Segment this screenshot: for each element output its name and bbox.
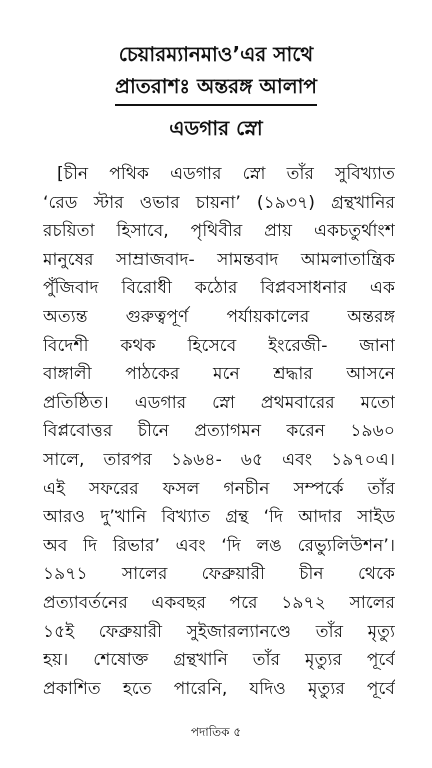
body-line: রচয়িতা হিসাবে, পৃথিবীর প্রায় একচতুর্থাংশ [43,221,395,242]
body-line: ‘রেড স্টার ওভার চায়না’ (১৯৩৭) গ্রন্থখানির [43,192,395,213]
body-line: প্রকাশিত হতে পারেনি, যদিও মৃত্যুর পূর্বে [43,678,395,699]
article-title-line-2: প্রাতরাশঃ অন্তরঙ্গ আলাপ [115,70,317,106]
body-line: ১৫ই ফেব্রুয়ারী সুইজারল্যানণ্ডে তাঁর মৃত্যু [43,621,395,642]
body-line: ১৯৭১ সালের ফেব্রুয়ারী চীন থেকে [43,564,395,585]
body-line: হয়। শেষোক্ত গ্রন্থখানি তাঁর মৃত্যুর পূর্বে [43,650,395,671]
body-line: প্রতিষ্ঠিত। এডগার স্নো প্রথমবারের মতো [43,392,395,413]
article-author: এডগার স্নো [169,116,263,140]
article-header [0,38,432,144]
page-number-label: পদাতিক ৫ [190,725,242,739]
article-title-line-1: চেয়ারম্যানমাও’এর সাথে [118,42,314,66]
body-line: বাঙ্গালী পাঠকের মনে শ্রদ্ধার আসনে [43,364,395,385]
body-line: পুঁজিবাদ বিরোধী কঠোর বিপ্লবসাধনার এক [43,278,395,299]
body-line: অত্যন্ত গুরুত্বপূর্ণ পর্যায়কালের অন্তরঙ্গ [43,306,395,327]
body-line: বিদেশী কথক হিসেবে ইংরেজী- জানা [43,335,395,356]
article-body [43,160,395,703]
body-line: সালে, তারপর ১৯৬৪- ৬৫ এবং ১৯৭০এ। [43,449,395,470]
body-line: [চীন পথিক এডগার স্নো তাঁর সুবিখ্যাত [57,164,395,184]
body-line: এই সফরের ফসল গনচীন সম্পর্কে তাঁর [43,478,395,499]
article-title-line-2-wrapper [0,70,432,106]
page-footer [0,724,432,740]
body-line: আরও দু’খানি বিখ্যাত গ্রন্থ ‘দি আদার সাইড [43,507,395,528]
body-line: বিপ্লবোত্তর চীনে প্রত্যাগমন করেন ১৯৬০ [43,421,395,442]
body-line: প্রত্যাবর্তনের একবছর পরে ১৯৭২ সালের [43,592,395,613]
body-line: মানুষের সাম্রাজবাদ- সামন্তবাদ আমলাতান্ত্রিক [43,249,395,270]
body-line: অব দি রিভার’ এবং ‘দি লঙ রেভ্যুলিউশন’। [43,535,395,556]
